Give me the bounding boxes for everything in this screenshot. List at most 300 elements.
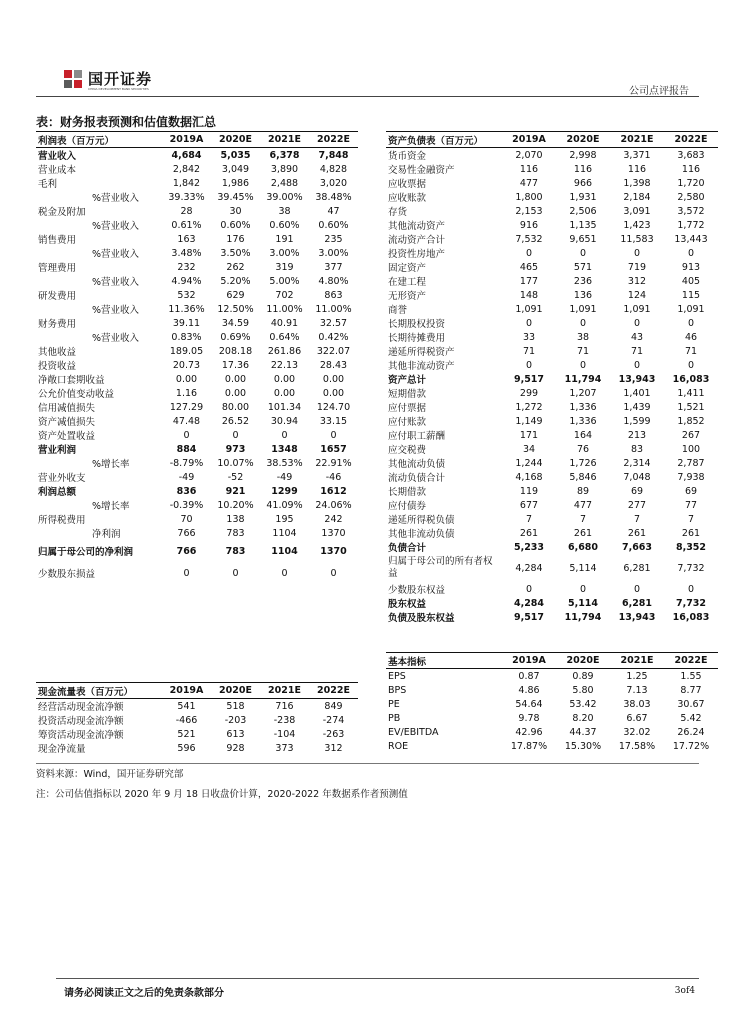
row-label: 少数股东权益 bbox=[388, 585, 446, 596]
row-label: 应付票据 bbox=[388, 403, 427, 414]
row-label: 资产负债表（百万元） bbox=[386, 132, 502, 148]
cell-value: 319 bbox=[275, 261, 294, 273]
table-row bbox=[36, 316, 358, 330]
row-label: 流动资产合计 bbox=[388, 235, 446, 246]
cell-value: 38 bbox=[278, 205, 291, 217]
cell-value: 2019A bbox=[502, 653, 556, 669]
cell-value: 477 bbox=[519, 177, 539, 189]
cell-value: 4.80% bbox=[318, 275, 349, 287]
cell-value: 0 bbox=[579, 359, 587, 371]
cell-value: 1299 bbox=[271, 485, 298, 497]
table-row bbox=[36, 260, 358, 274]
cell-value: 0 bbox=[525, 317, 533, 329]
row-label: 净利润 bbox=[92, 529, 121, 540]
cell-value: 1348 bbox=[271, 443, 298, 455]
cell-value: 43 bbox=[630, 331, 644, 343]
cell-value: 30 bbox=[229, 205, 242, 217]
row-label: %营业收入 bbox=[92, 305, 140, 316]
cell-value: 5,114 bbox=[569, 562, 597, 574]
row-label: 在建工程 bbox=[388, 277, 427, 288]
table-row bbox=[36, 442, 358, 456]
cell-value: 191 bbox=[275, 233, 294, 245]
cell-value: 11.00% bbox=[266, 303, 303, 315]
cell-value: 32.02 bbox=[623, 726, 651, 738]
cell-value: 2021E bbox=[610, 132, 664, 148]
row-label: ROE bbox=[388, 740, 409, 752]
table-row bbox=[386, 669, 718, 684]
table-row bbox=[386, 316, 718, 330]
cell-value: 2022E bbox=[664, 653, 718, 669]
cell-value: 0 bbox=[687, 359, 695, 371]
row-label: EV/EBITDA bbox=[388, 726, 439, 738]
table-row bbox=[36, 512, 358, 526]
cell-value: 0 bbox=[281, 429, 288, 441]
table-row bbox=[386, 246, 718, 260]
cell-value: -49 bbox=[276, 471, 293, 483]
cell-value: 0 bbox=[633, 317, 641, 329]
cell-value: 629 bbox=[226, 289, 245, 301]
cell-value: 11.36% bbox=[168, 303, 205, 315]
cell-value: 0 bbox=[633, 247, 641, 259]
cell-value: -466 bbox=[175, 714, 198, 726]
table-row bbox=[36, 386, 358, 400]
cell-value: 26.24 bbox=[677, 726, 705, 738]
row-label: PB bbox=[388, 712, 401, 724]
table-row bbox=[386, 204, 718, 218]
row-label: 归属于母公司的净利润 bbox=[38, 547, 134, 558]
row-label: 递延所得税资产 bbox=[388, 347, 455, 358]
table-row bbox=[36, 302, 358, 316]
cell-value: 0 bbox=[183, 567, 190, 579]
cell-value: 11,583 bbox=[620, 233, 654, 245]
row-label: 交易性金融资产 bbox=[388, 165, 455, 176]
cell-value: 39.11 bbox=[172, 317, 201, 329]
cell-value: 0.69% bbox=[220, 331, 251, 343]
cell-value: 2,580 bbox=[677, 191, 705, 203]
cell-value: -104 bbox=[273, 728, 296, 740]
cell-value: 34 bbox=[522, 443, 536, 455]
cell-value: -46 bbox=[325, 471, 342, 483]
cell-value: 2,314 bbox=[623, 457, 651, 469]
cell-value: 0 bbox=[633, 359, 641, 371]
cell-value: 1,398 bbox=[623, 177, 651, 189]
cell-value: 13,943 bbox=[618, 611, 656, 623]
cell-value: 12.50% bbox=[217, 303, 254, 315]
table-row bbox=[36, 288, 358, 302]
cell-value: 115 bbox=[681, 289, 701, 301]
cell-value: 1104 bbox=[271, 545, 298, 557]
cell-value: 5,035 bbox=[220, 149, 251, 161]
cell-value: 0.64% bbox=[269, 331, 300, 343]
cell-value: 1,852 bbox=[677, 415, 705, 427]
row-label: 其他非流动负债 bbox=[388, 529, 455, 540]
cell-value: 1.55 bbox=[680, 670, 702, 682]
table-row bbox=[36, 540, 358, 562]
table-row bbox=[36, 727, 358, 741]
cell-value: 46 bbox=[684, 331, 698, 343]
table-row bbox=[36, 428, 358, 442]
cell-value: 28.43 bbox=[319, 359, 348, 371]
table-row bbox=[386, 725, 718, 739]
cell-value: 47.48 bbox=[172, 415, 201, 427]
cell-value: 2,070 bbox=[515, 149, 543, 161]
cell-value: 532 bbox=[177, 289, 196, 301]
table-row bbox=[386, 232, 718, 246]
table-header-row bbox=[386, 653, 718, 669]
cell-value: 2020E bbox=[211, 132, 260, 148]
cell-value: 1,521 bbox=[677, 401, 705, 413]
table-row bbox=[386, 711, 718, 725]
cell-value: 6,378 bbox=[269, 149, 300, 161]
cell-value: 28 bbox=[180, 205, 193, 217]
row-label: 筹资活动现金流净额 bbox=[38, 730, 124, 741]
cell-value: 261 bbox=[627, 527, 647, 539]
cell-value: 9.78 bbox=[518, 712, 540, 724]
cell-value: 3.00% bbox=[318, 247, 349, 259]
cell-value: 2019A bbox=[502, 132, 556, 148]
table-row bbox=[36, 498, 358, 512]
cell-value: 0.87 bbox=[518, 670, 540, 682]
cell-value: 17.36 bbox=[221, 359, 250, 371]
row-label: 货币资金 bbox=[388, 151, 427, 162]
cell-value: 7 bbox=[525, 513, 533, 525]
cell-value: 127.29 bbox=[169, 401, 204, 413]
row-label: 无形资产 bbox=[388, 291, 427, 302]
cell-value: 11,794 bbox=[564, 611, 602, 623]
cell-value: 719 bbox=[627, 261, 647, 273]
cell-value: 766 bbox=[177, 527, 196, 539]
cell-value: 7,532 bbox=[515, 233, 543, 245]
row-label: 应付债券 bbox=[388, 501, 427, 512]
row-label: 其他非流动资产 bbox=[388, 361, 455, 372]
cell-value: 3,091 bbox=[623, 205, 651, 217]
cell-value: 116 bbox=[681, 163, 701, 175]
cell-value: 1,439 bbox=[623, 401, 651, 413]
cell-value: 0.60% bbox=[269, 219, 300, 231]
valuation-note: 注：公司估值指标以 2020 年 9 月 18 日收盘价计算，2020-2022 年数据系作者预测值 bbox=[36, 789, 408, 800]
cell-value: 0.60% bbox=[318, 219, 349, 231]
cell-value: 0 bbox=[183, 429, 190, 441]
row-label: 资产处置收益 bbox=[38, 431, 96, 442]
cell-value: 0 bbox=[330, 429, 337, 441]
cell-value: 39.33% bbox=[168, 191, 205, 203]
row-label: 应付账款 bbox=[388, 417, 427, 428]
balance-sheet-table bbox=[386, 131, 718, 624]
cell-value: 521 bbox=[177, 728, 196, 740]
cell-value: 913 bbox=[681, 261, 701, 273]
company-logo bbox=[64, 68, 184, 94]
cell-value: -203 bbox=[224, 714, 247, 726]
table-row bbox=[36, 470, 358, 484]
data-source: 资料来源：Wind，国开证券研究部 bbox=[36, 769, 184, 780]
cell-value: 5.20% bbox=[220, 275, 251, 287]
cell-value: 71 bbox=[630, 345, 644, 357]
table-row bbox=[36, 400, 358, 414]
cell-value: 0 bbox=[281, 567, 288, 579]
cell-value: -8.79% bbox=[169, 457, 204, 469]
cell-value: 5.00% bbox=[269, 275, 300, 287]
table-row bbox=[386, 596, 718, 610]
cell-value: 124.70 bbox=[316, 401, 351, 413]
cell-value: 8,352 bbox=[675, 541, 707, 553]
row-label: %营业收入 bbox=[92, 277, 140, 288]
cell-value: 1,423 bbox=[623, 219, 651, 231]
cell-value: 1,986 bbox=[221, 177, 250, 189]
cell-value: 4.94% bbox=[171, 275, 202, 287]
table-row bbox=[386, 456, 718, 470]
cell-value: 242 bbox=[324, 513, 343, 525]
table-row bbox=[386, 218, 718, 232]
row-label: 归属于母公司的所有者权益 bbox=[388, 556, 493, 579]
row-label: 长期借款 bbox=[388, 487, 427, 498]
cell-value: 518 bbox=[226, 700, 245, 712]
row-label: 税金及附加 bbox=[38, 207, 86, 218]
cell-value: 1,720 bbox=[677, 177, 705, 189]
cell-value: 213 bbox=[627, 429, 647, 441]
cell-value: 47 bbox=[327, 205, 340, 217]
cell-value: 7 bbox=[687, 513, 695, 525]
table-row bbox=[386, 697, 718, 711]
cell-value: 2,998 bbox=[569, 149, 597, 161]
table-row bbox=[386, 683, 718, 697]
cell-value: 0 bbox=[232, 567, 239, 579]
cell-value: 677 bbox=[519, 499, 539, 511]
cell-value: 1,411 bbox=[677, 387, 705, 399]
table-row bbox=[386, 554, 718, 582]
cell-value: 0 bbox=[525, 247, 533, 259]
cell-value: -0.39% bbox=[169, 499, 204, 511]
cell-value: 232 bbox=[177, 261, 196, 273]
cell-value: 0.00 bbox=[322, 387, 345, 399]
table-row bbox=[386, 498, 718, 512]
cell-value: 5.42 bbox=[680, 712, 702, 724]
cell-value: 1370 bbox=[320, 545, 347, 557]
report-type: 公司点评报告 bbox=[629, 86, 689, 97]
cell-value: 1,207 bbox=[569, 387, 597, 399]
table-row bbox=[36, 358, 358, 372]
table-row bbox=[36, 274, 358, 288]
cell-value: 2,488 bbox=[270, 177, 299, 189]
cell-value: 7 bbox=[579, 513, 587, 525]
cell-value: 849 bbox=[324, 700, 343, 712]
table-row bbox=[386, 148, 718, 163]
cell-value: 26.52 bbox=[221, 415, 250, 427]
cell-value: 1,931 bbox=[569, 191, 597, 203]
cell-value: 1,272 bbox=[515, 401, 543, 413]
cell-value: 377 bbox=[324, 261, 343, 273]
cell-value: 44.37 bbox=[569, 726, 597, 738]
table-row bbox=[36, 162, 358, 176]
cell-value: 80.00 bbox=[221, 401, 250, 413]
cell-value: 33 bbox=[522, 331, 536, 343]
cell-value: 39.00% bbox=[266, 191, 303, 203]
cell-value: 2021E bbox=[260, 683, 309, 699]
cell-value: 2021E bbox=[260, 132, 309, 148]
table-row bbox=[36, 148, 358, 163]
table-row bbox=[36, 741, 358, 755]
cash-flow-table bbox=[36, 682, 358, 755]
cell-value: 2019A bbox=[162, 132, 211, 148]
cell-value: 0.61% bbox=[171, 219, 202, 231]
cell-value: 24.06% bbox=[315, 499, 352, 511]
table-row bbox=[36, 232, 358, 246]
cell-value: 277 bbox=[627, 499, 647, 511]
cell-value: 235 bbox=[324, 233, 343, 245]
row-label: %营业收入 bbox=[92, 193, 140, 204]
row-label: 研发费用 bbox=[38, 291, 77, 302]
cell-value: 1,842 bbox=[172, 177, 201, 189]
cell-value: 2,184 bbox=[623, 191, 651, 203]
row-label: 基本指标 bbox=[386, 653, 502, 669]
footer-divider bbox=[56, 978, 699, 979]
page-title: 表：财务报表预测和估值数据汇总 bbox=[36, 115, 217, 129]
row-label: 其他流动资产 bbox=[388, 221, 446, 232]
cell-value: 177 bbox=[519, 275, 539, 287]
cell-value: 4,284 bbox=[515, 562, 543, 574]
table-row bbox=[386, 302, 718, 316]
row-label: PE bbox=[388, 698, 400, 710]
table-row bbox=[386, 739, 718, 753]
cell-value: 9,651 bbox=[569, 233, 597, 245]
table-row bbox=[386, 274, 718, 288]
cell-value: 71 bbox=[684, 345, 698, 357]
row-label: 其他收益 bbox=[38, 347, 77, 358]
logo-mark-icon bbox=[64, 70, 82, 88]
cell-value: 7,732 bbox=[677, 562, 705, 574]
row-label: 负债及股东权益 bbox=[388, 613, 455, 624]
cell-value: 70 bbox=[180, 513, 193, 525]
cell-value: 312 bbox=[324, 742, 343, 754]
cell-value: 0 bbox=[687, 247, 695, 259]
cell-value: 77 bbox=[684, 499, 698, 511]
cell-value: 7,048 bbox=[623, 471, 651, 483]
table-header-row bbox=[386, 132, 718, 148]
cell-value: 1104 bbox=[272, 527, 297, 539]
cell-value: 32.57 bbox=[319, 317, 348, 329]
table-row bbox=[36, 456, 358, 470]
table-row bbox=[386, 442, 718, 456]
cell-value: 2020E bbox=[556, 132, 610, 148]
table-row bbox=[386, 288, 718, 302]
row-label: 信用减值损失 bbox=[38, 403, 96, 414]
cell-value: -263 bbox=[322, 728, 345, 740]
cell-value: 4,168 bbox=[515, 471, 543, 483]
row-label: 净敞口套期收益 bbox=[38, 375, 105, 386]
cell-value: 22.91% bbox=[315, 457, 352, 469]
cell-value: 1,800 bbox=[515, 191, 543, 203]
cell-value: 163 bbox=[177, 233, 196, 245]
table-row bbox=[36, 526, 358, 540]
cell-value: 3,020 bbox=[319, 177, 348, 189]
cell-value: 0 bbox=[579, 247, 587, 259]
row-label: 资产减值损失 bbox=[38, 417, 96, 428]
cell-value: 465 bbox=[519, 261, 539, 273]
row-label: EPS bbox=[388, 670, 406, 682]
table-row bbox=[36, 699, 358, 714]
cell-value: 863 bbox=[324, 289, 343, 301]
cell-value: 38.48% bbox=[315, 191, 352, 203]
cell-value: 261 bbox=[519, 527, 539, 539]
cell-value: 6.67 bbox=[626, 712, 648, 724]
table-bottom-rule bbox=[36, 763, 699, 764]
cell-value: 3,572 bbox=[677, 205, 705, 217]
cell-value: 6,281 bbox=[621, 597, 653, 609]
cell-value: 0 bbox=[579, 317, 587, 329]
cell-value: 9,517 bbox=[513, 373, 545, 385]
cell-value: 17.87% bbox=[510, 740, 548, 752]
cell-value: 1612 bbox=[320, 485, 347, 497]
cell-value: 22.13 bbox=[270, 359, 299, 371]
cell-value: -274 bbox=[322, 714, 345, 726]
table-row bbox=[386, 386, 718, 400]
cell-value: 3.48% bbox=[171, 247, 202, 259]
table-row bbox=[36, 246, 358, 260]
cell-value: 0 bbox=[687, 317, 695, 329]
row-label: 投资性房地产 bbox=[388, 249, 446, 260]
table-header-row bbox=[36, 132, 358, 148]
row-label: 商誉 bbox=[388, 305, 408, 316]
cell-value: 973 bbox=[225, 443, 246, 455]
cell-value: 3,890 bbox=[270, 163, 299, 175]
cell-value: 11.00% bbox=[315, 303, 352, 315]
cell-value: 5,233 bbox=[513, 541, 545, 553]
cell-value: 138 bbox=[226, 513, 245, 525]
cell-value: 262 bbox=[226, 261, 245, 273]
row-label: 长期待摊费用 bbox=[388, 333, 446, 344]
cell-value: 261 bbox=[573, 527, 593, 539]
cell-value: 0 bbox=[633, 583, 641, 595]
cell-value: 189.05 bbox=[169, 345, 204, 357]
table-row bbox=[36, 176, 358, 190]
cell-value: 1,772 bbox=[677, 219, 705, 231]
cell-value: 571 bbox=[573, 261, 593, 273]
table-row bbox=[36, 190, 358, 204]
cell-value: 596 bbox=[177, 742, 196, 754]
cell-value: 40.91 bbox=[270, 317, 299, 329]
cell-value: 3,371 bbox=[623, 149, 651, 161]
cell-value: 17.58% bbox=[618, 740, 656, 752]
cell-value: 69 bbox=[630, 485, 644, 497]
cell-value: 100 bbox=[681, 443, 701, 455]
cell-value: 1,336 bbox=[569, 401, 597, 413]
row-label: 应交税费 bbox=[388, 445, 427, 456]
cell-value: 541 bbox=[177, 700, 196, 712]
cell-value: 4,828 bbox=[319, 163, 348, 175]
table-row bbox=[386, 582, 718, 596]
cell-value: 0 bbox=[579, 583, 587, 595]
cell-value: 7,938 bbox=[677, 471, 705, 483]
cell-value: 312 bbox=[627, 275, 647, 287]
cell-value: 2021E bbox=[610, 653, 664, 669]
cell-value: 171 bbox=[519, 429, 539, 441]
cell-value: 33.15 bbox=[319, 415, 348, 427]
row-label: 现金流量表（百万元） bbox=[36, 683, 162, 699]
cell-value: 3.00% bbox=[269, 247, 300, 259]
table-row bbox=[386, 610, 718, 624]
cell-value: 0 bbox=[232, 429, 239, 441]
cell-value: 0 bbox=[525, 583, 533, 595]
cell-value: 30.94 bbox=[270, 415, 299, 427]
cell-value: 89 bbox=[576, 485, 590, 497]
cell-value: -52 bbox=[227, 471, 244, 483]
table-row bbox=[386, 190, 718, 204]
cell-value: 783 bbox=[226, 527, 245, 539]
row-label: 资产总计 bbox=[388, 375, 427, 386]
row-label: 投资活动现金流净额 bbox=[38, 716, 124, 727]
cell-value: 4,284 bbox=[513, 597, 545, 609]
cell-value: 7.13 bbox=[626, 684, 648, 696]
cell-value: 613 bbox=[226, 728, 245, 740]
